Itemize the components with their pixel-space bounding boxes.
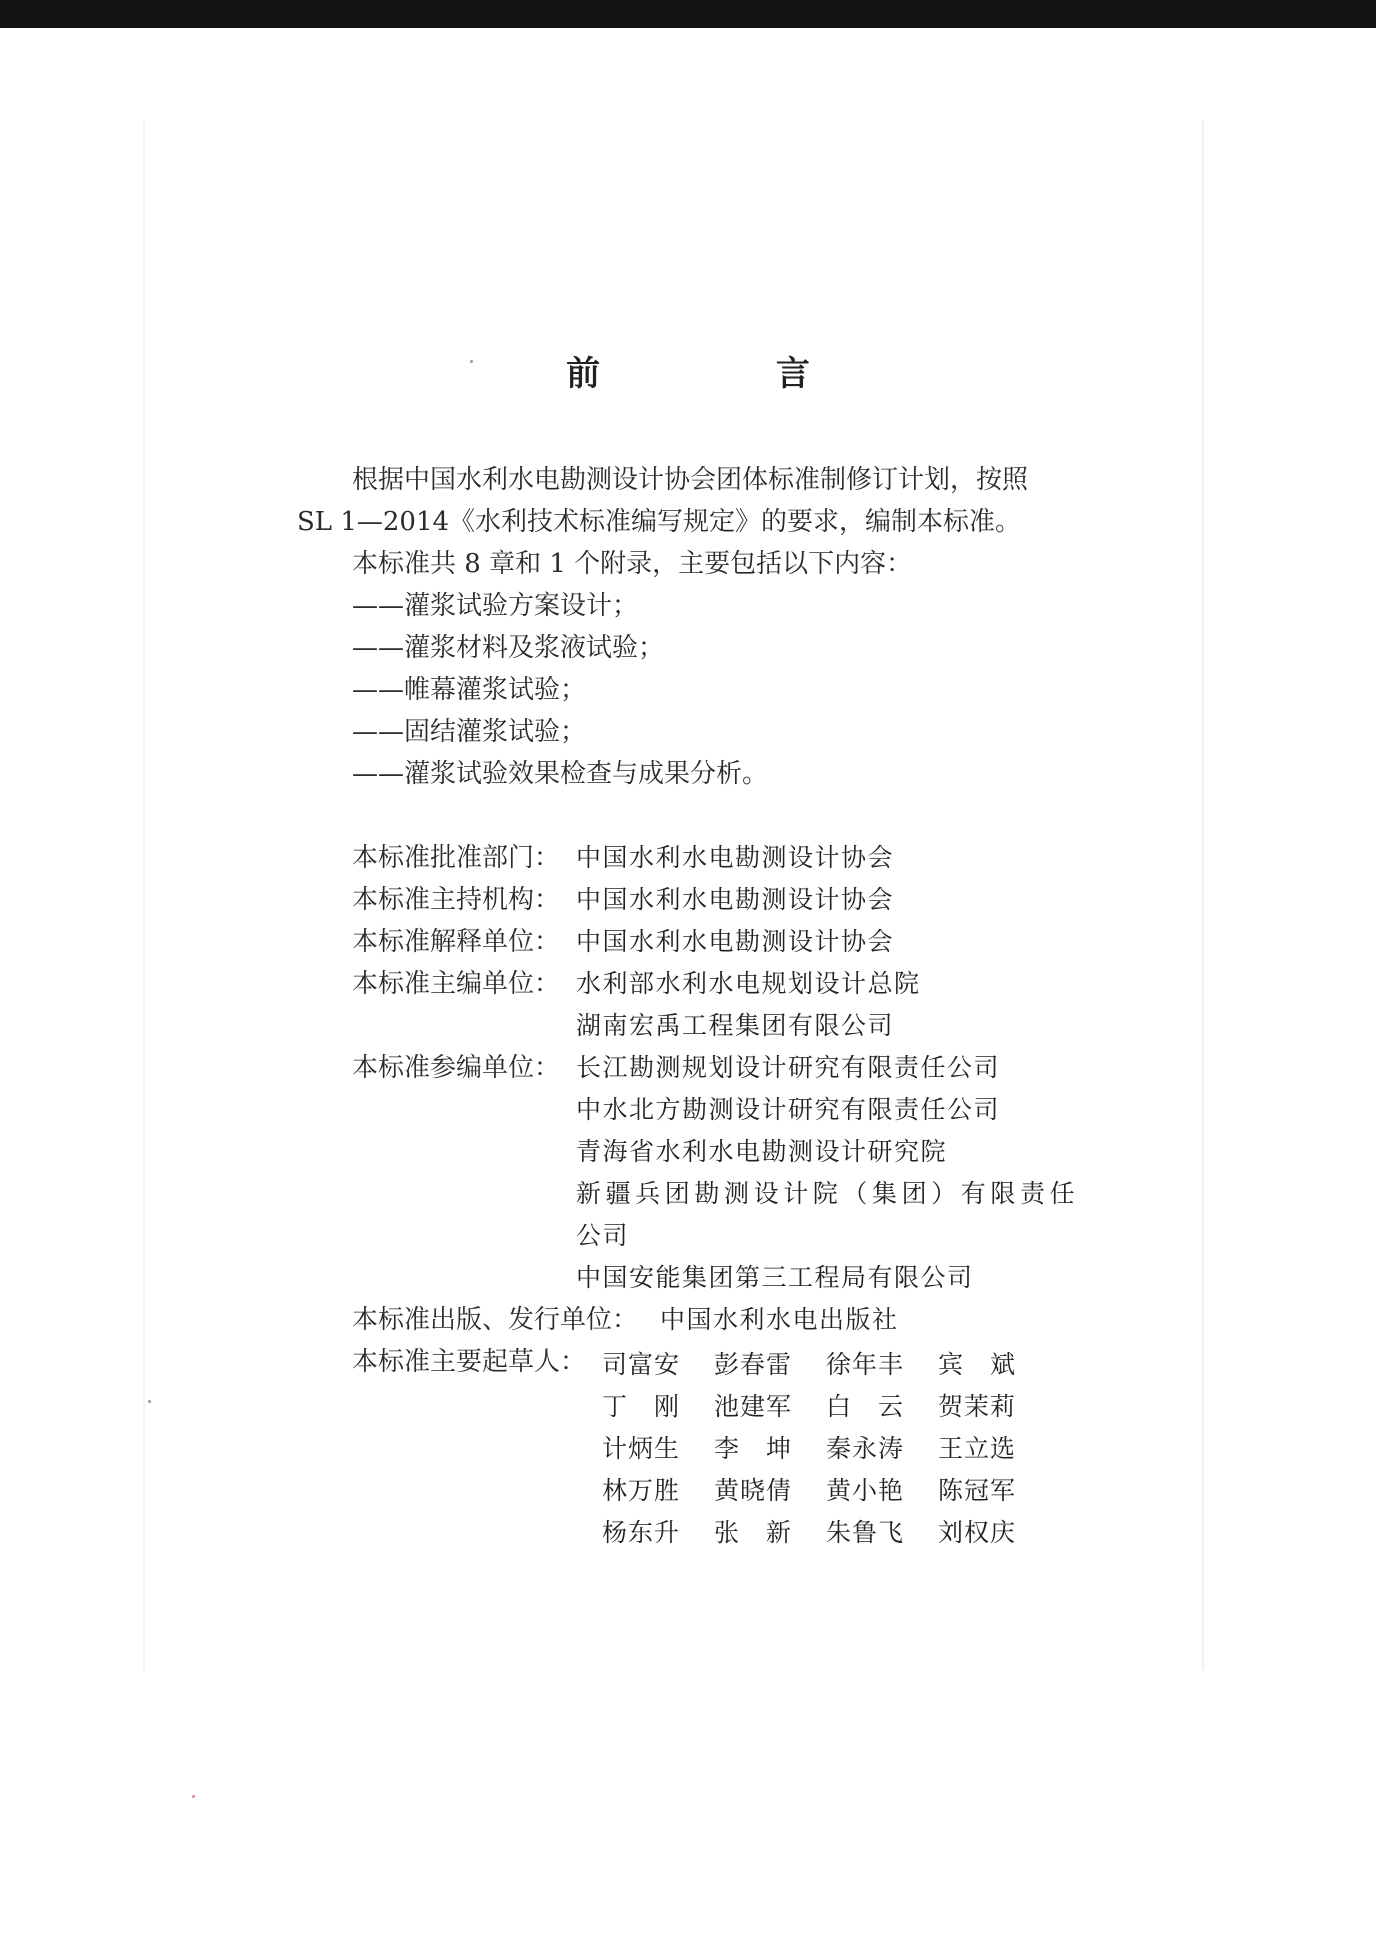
drafter-name: 林万胜 [602, 1476, 681, 1505]
scan-speck [192, 1795, 195, 1798]
chief-editor-unit-label: 本标准主编单位： [352, 969, 561, 999]
participating-unit-value: 新疆兵团勘测设计院（集团）有限责任 [576, 1179, 1080, 1208]
scan-speck [148, 1400, 151, 1403]
publisher-label: 本标准出版、发行单位： [352, 1305, 639, 1335]
drafter-name: 李 坤 [714, 1434, 793, 1463]
drafter-name: 贺茉莉 [938, 1392, 1017, 1421]
drafters-list [602, 1344, 1050, 1554]
approval-department-value: 中国水利水电勘测设计协会 [576, 843, 895, 872]
scan-top-border [0, 0, 1376, 28]
interpretation-unit-value: 中国水利水电勘测设计协会 [576, 927, 895, 956]
drafters-row [602, 1428, 1050, 1470]
drafter-name: 池建军 [714, 1392, 793, 1421]
drafter-name: 司富安 [602, 1350, 681, 1379]
content-list-item: ——灌浆试验方案设计； [352, 591, 639, 621]
host-organization-value: 中国水利水电勘测设计协会 [576, 885, 895, 914]
drafter-name: 徐年丰 [826, 1350, 905, 1379]
intro-paragraph-2: 本标准共 8 章和 1 个附录，主要包括以下内容： [352, 549, 913, 579]
host-organization-label: 本标准主持机构： [352, 885, 561, 915]
approval-department-label: 本标准批准部门： [352, 843, 561, 873]
content-list-item: ——固结灌浆试验； [352, 717, 587, 747]
drafter-name: 刘权庆 [938, 1518, 1017, 1547]
chief-editor-unit-value: 湖南宏禹工程集团有限公司 [576, 1011, 895, 1040]
drafter-name: 陈冠军 [938, 1476, 1017, 1505]
page-title: 前 言 [566, 354, 892, 394]
publisher-value: 中国水利水电出版社 [660, 1305, 899, 1334]
drafters-row [602, 1470, 1050, 1512]
drafter-name: 王立选 [938, 1434, 1017, 1463]
participating-unit-value: 长江勘测规划设计研究有限责任公司 [576, 1053, 1001, 1082]
drafters-row [602, 1386, 1050, 1428]
participating-unit-value: 公司 [576, 1221, 630, 1250]
participating-unit-value: 中国安能集团第三工程局有限公司 [576, 1263, 974, 1292]
drafter-name: 计炳生 [602, 1434, 681, 1463]
participating-unit-label: 本标准参编单位： [352, 1053, 561, 1083]
content-list-item: ——灌浆材料及浆液试验； [352, 633, 665, 663]
content-list-item: ——灌浆试验效果检查与成果分析。 [352, 759, 769, 789]
interpretation-unit-label: 本标准解释单位： [352, 927, 561, 957]
drafter-name: 黄小艳 [826, 1476, 905, 1505]
participating-unit-value: 中水北方勘测设计研究有限责任公司 [576, 1095, 1001, 1124]
scan-speck [470, 360, 473, 363]
content-list-item: ——帷幕灌浆试验； [352, 675, 587, 705]
drafter-name: 张 新 [714, 1518, 793, 1547]
intro-paragraph-1-line-2: SL 1—2014《水利技术标准编写规定》的要求，编制本标准。 [297, 507, 1022, 537]
drafters-row [602, 1512, 1050, 1554]
drafter-name: 丁 刚 [602, 1392, 681, 1421]
drafters-label: 本标准主要起草人： [352, 1347, 587, 1377]
drafter-name: 秦永涛 [826, 1434, 905, 1463]
drafters-row [602, 1344, 1050, 1386]
drafter-name: 朱鲁飞 [826, 1518, 905, 1547]
drafter-name: 彭春雷 [714, 1350, 793, 1379]
chief-editor-unit-value: 水利部水利水电规划设计总院 [576, 969, 921, 998]
drafter-name: 白 云 [826, 1392, 905, 1421]
drafter-name: 黄晓倩 [714, 1476, 793, 1505]
drafter-name: 宾 斌 [938, 1350, 1017, 1379]
intro-paragraph-1-line-1: 根据中国水利水电勘测设计协会团体标准制修订计划，按照 [352, 465, 1029, 495]
participating-unit-value: 青海省水利水电勘测设计研究院 [576, 1137, 948, 1166]
drafter-name: 杨东升 [602, 1518, 681, 1547]
